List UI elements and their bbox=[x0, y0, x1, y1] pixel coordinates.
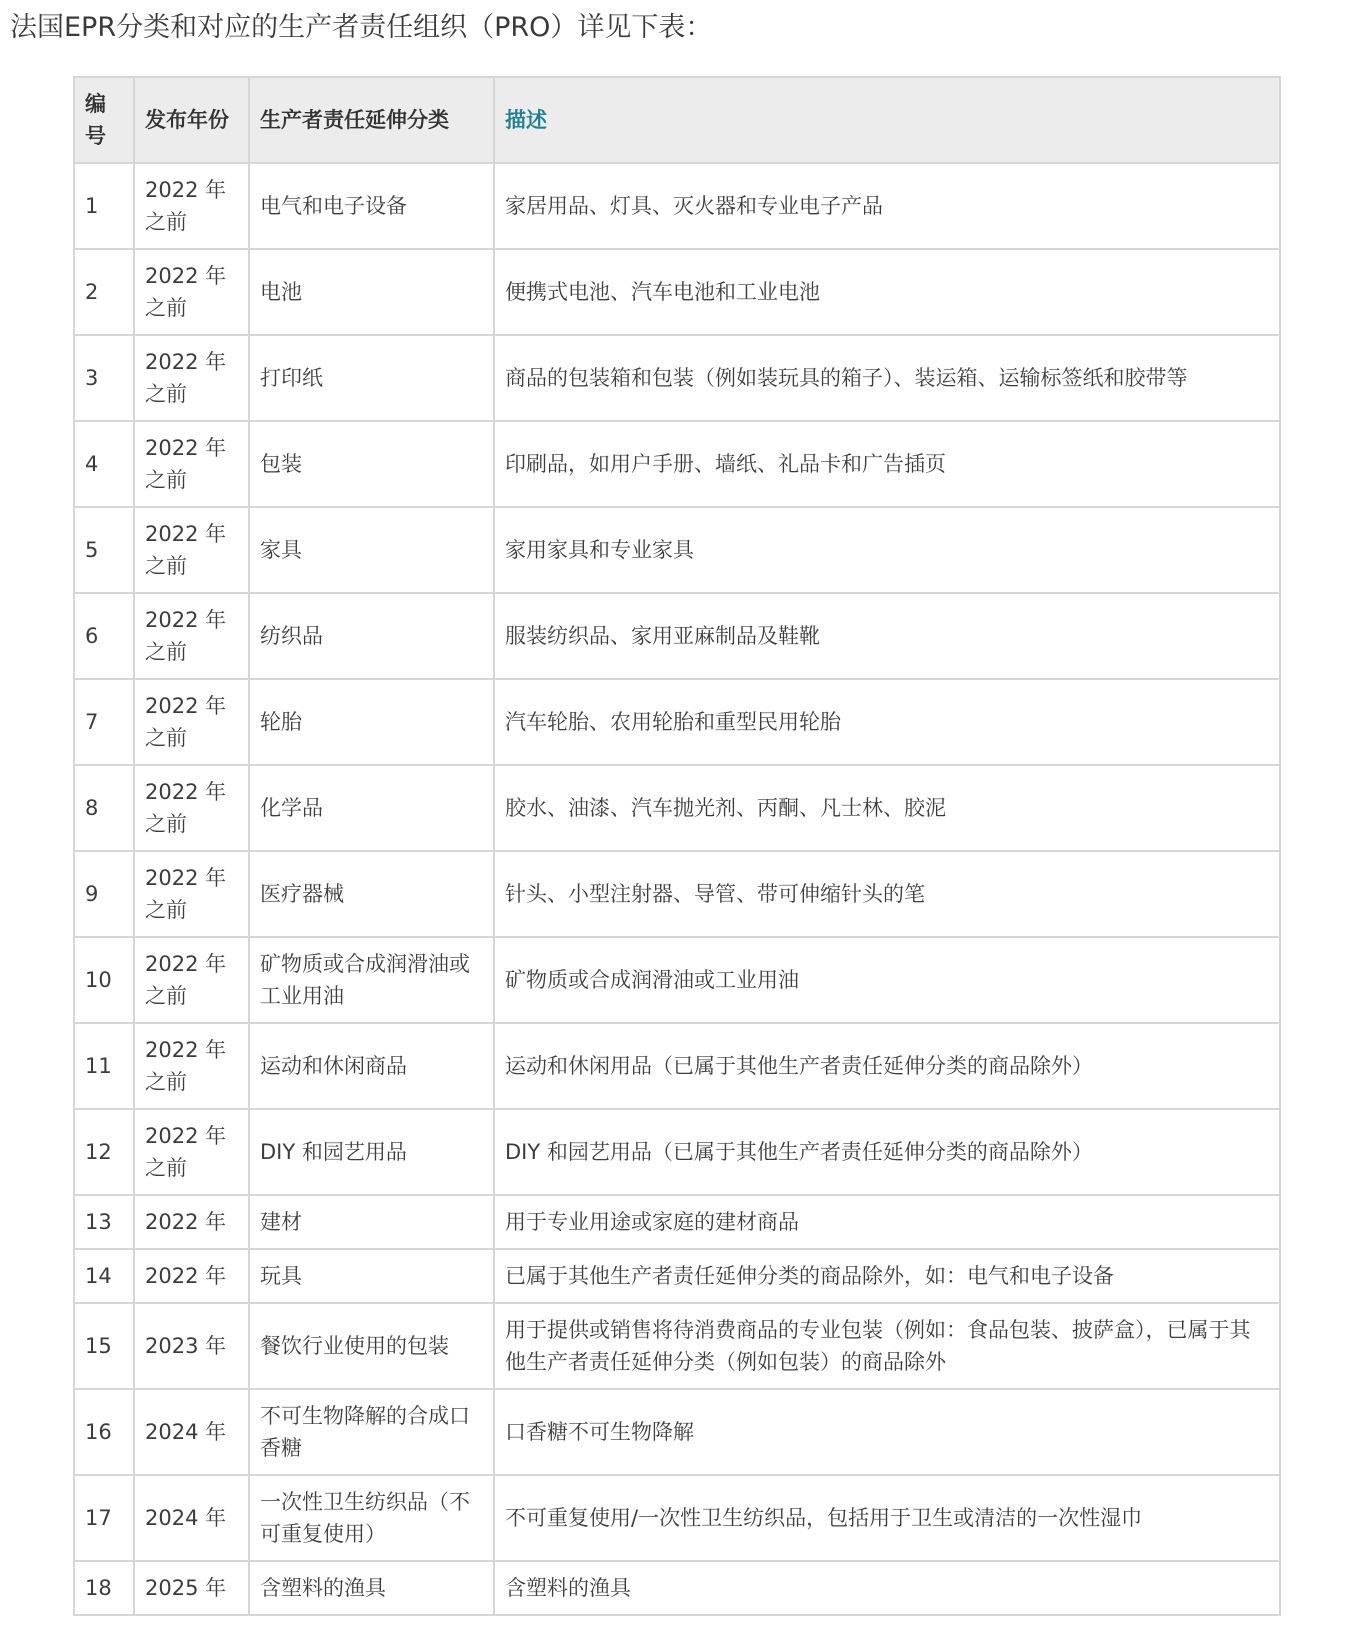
row-year: 2024 年 bbox=[134, 1475, 249, 1561]
row-description: 便携式电池、汽车电池和工业电池 bbox=[494, 249, 1280, 335]
header-num: 编号 bbox=[74, 77, 134, 163]
header-description: 描述 bbox=[494, 77, 1280, 163]
table-row bbox=[74, 507, 1280, 593]
row-num: 9 bbox=[74, 851, 134, 937]
row-category: 电池 bbox=[249, 249, 494, 335]
row-num: 1 bbox=[74, 163, 134, 249]
row-num: 17 bbox=[74, 1475, 134, 1561]
row-year: 2022 年之前 bbox=[134, 851, 249, 937]
row-num: 14 bbox=[74, 1249, 134, 1303]
table-row bbox=[74, 421, 1280, 507]
row-category: 包装 bbox=[249, 421, 494, 507]
row-description: 针头、小型注射器、导管、带可伸缩针头的笔 bbox=[494, 851, 1280, 937]
row-description: 运动和休闲用品（已属于其他生产者责任延伸分类的商品除外） bbox=[494, 1023, 1280, 1109]
row-category: 一次性卫生纺织品（不可重复使用） bbox=[249, 1475, 494, 1561]
row-num: 8 bbox=[74, 765, 134, 851]
row-description: 已属于其他生产者责任延伸分类的商品除外，如：电气和电子设备 bbox=[494, 1249, 1280, 1303]
row-category: 化学品 bbox=[249, 765, 494, 851]
row-num: 18 bbox=[74, 1561, 134, 1615]
row-year: 2022 年之前 bbox=[134, 1023, 249, 1109]
row-year: 2022 年之前 bbox=[134, 1109, 249, 1195]
row-num: 5 bbox=[74, 507, 134, 593]
row-category: 纺织品 bbox=[249, 593, 494, 679]
table-row bbox=[74, 765, 1280, 851]
row-num: 11 bbox=[74, 1023, 134, 1109]
row-category: 玩具 bbox=[249, 1249, 494, 1303]
row-num: 4 bbox=[74, 421, 134, 507]
table-row bbox=[74, 1561, 1280, 1615]
row-category: 电气和电子设备 bbox=[249, 163, 494, 249]
row-description: 口香糖不可生物降解 bbox=[494, 1389, 1280, 1475]
table-body bbox=[74, 163, 1280, 1615]
row-year: 2022 年之前 bbox=[134, 679, 249, 765]
row-year: 2025 年 bbox=[134, 1561, 249, 1615]
row-year: 2022 年之前 bbox=[134, 507, 249, 593]
row-description: 印刷品，如用户手册、墙纸、礼品卡和广告插页 bbox=[494, 421, 1280, 507]
row-year: 2022 年之前 bbox=[134, 335, 249, 421]
table-row bbox=[74, 1109, 1280, 1195]
table-row bbox=[74, 335, 1280, 421]
row-category: 不可生物降解的合成口香糖 bbox=[249, 1389, 494, 1475]
row-num: 13 bbox=[74, 1195, 134, 1249]
row-num: 12 bbox=[74, 1109, 134, 1195]
row-year: 2022 年之前 bbox=[134, 421, 249, 507]
row-year: 2022 年之前 bbox=[134, 249, 249, 335]
epr-table bbox=[73, 76, 1281, 1616]
table-row bbox=[74, 851, 1280, 937]
row-category: 家具 bbox=[249, 507, 494, 593]
row-num: 15 bbox=[74, 1303, 134, 1389]
table-row bbox=[74, 1389, 1280, 1475]
row-year: 2024 年 bbox=[134, 1389, 249, 1475]
row-year: 2022 年 bbox=[134, 1195, 249, 1249]
row-category: 医疗器械 bbox=[249, 851, 494, 937]
row-year: 2022 年之前 bbox=[134, 593, 249, 679]
row-category: 运动和休闲商品 bbox=[249, 1023, 494, 1109]
table-row bbox=[74, 593, 1280, 679]
row-description: 汽车轮胎、农用轮胎和重型民用轮胎 bbox=[494, 679, 1280, 765]
row-category: 轮胎 bbox=[249, 679, 494, 765]
table-row bbox=[74, 249, 1280, 335]
row-description: 家居用品、灯具、灭火器和专业电子产品 bbox=[494, 163, 1280, 249]
row-category: 含塑料的渔具 bbox=[249, 1561, 494, 1615]
table-row bbox=[74, 937, 1280, 1023]
row-num: 3 bbox=[74, 335, 134, 421]
row-description: DIY 和园艺用品（已属于其他生产者责任延伸分类的商品除外） bbox=[494, 1109, 1280, 1195]
row-description: 商品的包装箱和包装（例如装玩具的箱子）、装运箱、运输标签纸和胶带等 bbox=[494, 335, 1280, 421]
table-row bbox=[74, 163, 1280, 249]
row-description: 胶水、油漆、汽车抛光剂、丙酮、凡士林、胶泥 bbox=[494, 765, 1280, 851]
row-category: 餐饮行业使用的包装 bbox=[249, 1303, 494, 1389]
row-year: 2022 年 bbox=[134, 1249, 249, 1303]
row-description: 含塑料的渔具 bbox=[494, 1561, 1280, 1615]
row-description: 矿物质或合成润滑油或工业用油 bbox=[494, 937, 1280, 1023]
row-year: 2022 年之前 bbox=[134, 163, 249, 249]
row-year: 2022 年之前 bbox=[134, 765, 249, 851]
table-row bbox=[74, 1023, 1280, 1109]
row-description: 用于提供或销售将待消费商品的专业包装（例如：食品包装、披萨盒），已属于其他生产者责任延伸分类（例如包装）的商品除外 bbox=[494, 1303, 1280, 1389]
row-num: 2 bbox=[74, 249, 134, 335]
header-row bbox=[74, 77, 1280, 163]
intro-text: 法国EPR分类和对应的生产者责任组织（PRO）详见下表： bbox=[10, 12, 713, 43]
header-category: 生产者责任延伸分类 bbox=[249, 77, 494, 163]
table-row bbox=[74, 1249, 1280, 1303]
table-row bbox=[74, 1195, 1280, 1249]
table-row bbox=[74, 1303, 1280, 1389]
row-category: DIY 和园艺用品 bbox=[249, 1109, 494, 1195]
row-category: 打印纸 bbox=[249, 335, 494, 421]
row-description: 不可重复使用/一次性卫生纺织品，包括用于卫生或清洁的一次性湿巾 bbox=[494, 1475, 1280, 1561]
row-num: 7 bbox=[74, 679, 134, 765]
row-category: 矿物质或合成润滑油或工业用油 bbox=[249, 937, 494, 1023]
row-year: 2022 年之前 bbox=[134, 937, 249, 1023]
table-header bbox=[74, 77, 1280, 163]
row-category: 建材 bbox=[249, 1195, 494, 1249]
row-num: 6 bbox=[74, 593, 134, 679]
row-description: 用于专业用途或家庭的建材商品 bbox=[494, 1195, 1280, 1249]
row-num: 16 bbox=[74, 1389, 134, 1475]
header-year: 发布年份 bbox=[134, 77, 249, 163]
row-description: 服装纺织品、家用亚麻制品及鞋靴 bbox=[494, 593, 1280, 679]
row-description: 家用家具和专业家具 bbox=[494, 507, 1280, 593]
table-row bbox=[74, 679, 1280, 765]
row-year: 2023 年 bbox=[134, 1303, 249, 1389]
row-num: 10 bbox=[74, 937, 134, 1023]
table-row bbox=[74, 1475, 1280, 1561]
